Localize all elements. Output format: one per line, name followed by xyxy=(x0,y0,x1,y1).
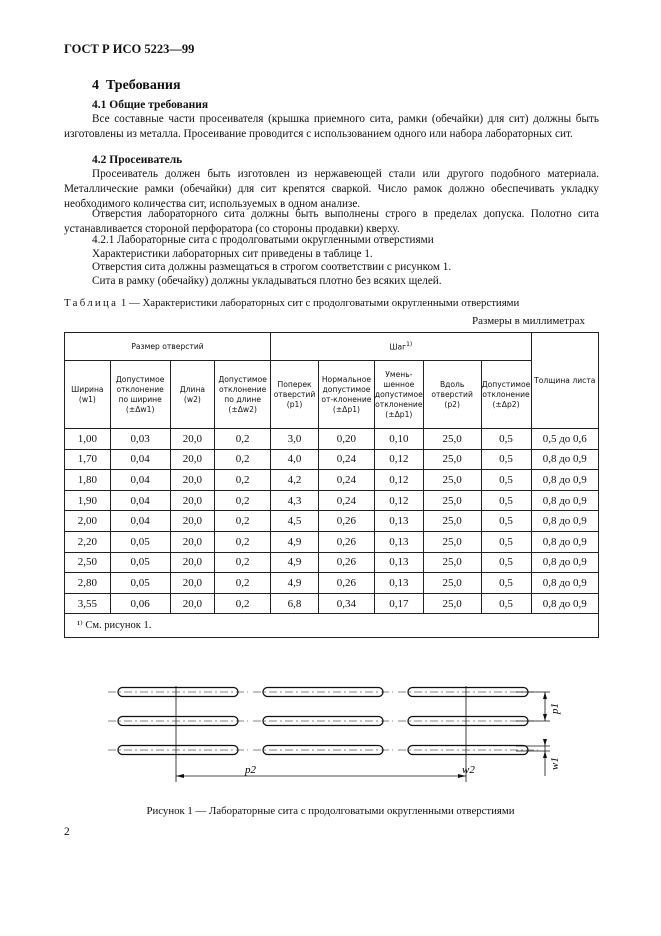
table-cell: 0,5 xyxy=(481,573,531,594)
paragraph-4-2-5: Отверстия сита должны размещаться в строгом соответствии с рисунком 1. xyxy=(92,261,452,273)
table-cell: 0,2 xyxy=(215,531,271,552)
section-heading xyxy=(92,78,181,94)
table-cell: 20,0 xyxy=(170,552,215,573)
table-cell: 0,17 xyxy=(374,593,423,614)
table-cell: 0,8 до 0,9 xyxy=(531,470,599,491)
table-cell: 20,0 xyxy=(170,573,215,594)
table-cell: 0,34 xyxy=(318,593,374,614)
table-body xyxy=(65,429,599,614)
col-header-reduced-tolerance: Умень-шенное допустимое отклонение (±Δp1) xyxy=(374,361,423,429)
table-cell: 0,26 xyxy=(318,531,374,552)
table-footnote: ¹⁾ См. рисунок 1. xyxy=(65,614,599,638)
table-cell: 4,2 xyxy=(271,470,319,491)
table-cell: 0,24 xyxy=(318,470,374,491)
table-cell: 1,70 xyxy=(65,449,111,470)
characteristics-table xyxy=(64,332,599,638)
table-cell: 25,0 xyxy=(423,552,481,573)
table-cell: 0,05 xyxy=(110,552,170,573)
paragraph-4-2-2: Отверстия лабораторного сита должны быть выполнены строго в пределах допуска. Полотно сита устанавливается стороной перфоратора (со стороны продавки) кверху. xyxy=(64,208,599,235)
label-w2: w2 xyxy=(462,764,475,776)
table-cell: 0,5 xyxy=(481,429,531,450)
table-cell: 25,0 xyxy=(423,593,481,614)
table-cell: 20,0 xyxy=(170,429,215,450)
figure-slotted-openings xyxy=(100,680,570,792)
figure-caption: Рисунок 1 — Лабораторные сита с продолговатыми округленными отверстиями xyxy=(146,805,515,817)
table-cell: 0,06 xyxy=(110,593,170,614)
subsection-heading-4-2: 4.2 Просеиватель xyxy=(92,154,183,166)
table-cell: 0,05 xyxy=(110,531,170,552)
table-cell: 0,26 xyxy=(318,552,374,573)
table-cell: 25,0 xyxy=(423,449,481,470)
label-w1: w1 xyxy=(549,757,561,770)
table-cell: 0,10 xyxy=(374,429,423,450)
table-cell: 0,5 до 0,6 xyxy=(531,429,599,450)
table-cell: 0,2 xyxy=(215,429,271,450)
table-cell: 25,0 xyxy=(423,470,481,491)
table-units-note: Размеры в миллиметрах xyxy=(472,315,585,327)
col-header-pitch-across: Поперек отверстий (p1) xyxy=(271,361,319,429)
table-cell: 0,2 xyxy=(215,593,271,614)
table-cell: 0,8 до 0,9 xyxy=(531,449,599,470)
subsection-heading-4-1: 4.1 Общие требования xyxy=(92,99,209,111)
table-cell: 0,05 xyxy=(110,573,170,594)
table-cell: 20,0 xyxy=(170,511,215,532)
table-cell: 0,04 xyxy=(110,490,170,511)
table-cell: 0,5 xyxy=(481,552,531,573)
col-header-length-tolerance: Допустимое отклонение по длине (±Δw2) xyxy=(215,361,271,429)
table-cell: 0,5 xyxy=(481,593,531,614)
table-cell: 0,8 до 0,9 xyxy=(531,593,599,614)
table-cell: 20,0 xyxy=(170,531,215,552)
table-row xyxy=(65,470,599,491)
table-cell: 0,5 xyxy=(481,511,531,532)
column-header-row xyxy=(65,361,599,429)
table-cell: 0,12 xyxy=(374,470,423,491)
table-cell: 0,12 xyxy=(374,490,423,511)
table-cell: 0,26 xyxy=(318,573,374,594)
col-header-width-tolerance: Допустимое отклонение по ширине (±Δw1) xyxy=(110,361,170,429)
table-cell: 0,24 xyxy=(318,449,374,470)
table-cell: 0,13 xyxy=(374,552,423,573)
paragraph-4-2-3: 4.2.1 Лабораторные сита с продолговатыми округленными отверстиями xyxy=(92,234,434,246)
label-p2-left: p2 xyxy=(245,764,256,776)
group-header-opening-size: Размер отверстий xyxy=(65,333,271,361)
table-cell: 0,04 xyxy=(110,470,170,491)
table-row xyxy=(65,429,599,450)
page-number: 2 xyxy=(64,826,70,838)
table-row xyxy=(65,490,599,511)
table-cell: 0,8 до 0,9 xyxy=(531,490,599,511)
paragraph-4-2-1: Просеиватель должен быть изготовлен из нержавеющей стали или другого подобного материала. Металлические рамки (обечайки) для сит крепятся сваркой. Число рамок должно обеспечивать укладку необходимого количества сит, используемых в одном анализе. xyxy=(64,168,599,210)
col-header-pitch-along: Вдоль отверстий (p2) xyxy=(423,361,481,429)
table-cell: 20,0 xyxy=(170,490,215,511)
table-cell: 4,0 xyxy=(271,449,319,470)
col-header-width: Ширина (w1) xyxy=(65,361,111,429)
table-cell: 25,0 xyxy=(423,429,481,450)
table-cell: 4,5 xyxy=(271,511,319,532)
table-cell: 2,50 xyxy=(65,552,111,573)
table-row xyxy=(65,593,599,614)
table-cell: 0,20 xyxy=(318,429,374,450)
table-cell: 0,2 xyxy=(215,511,271,532)
table-cell: 0,13 xyxy=(374,511,423,532)
table-cell: 0,2 xyxy=(215,552,271,573)
table-cell: 6,8 xyxy=(271,593,319,614)
paragraph-4-2-6: Сита в рамку (обечайку) должны укладываться плотно без всяких щелей. xyxy=(92,275,442,287)
group-header-pitch xyxy=(271,333,531,361)
table-caption xyxy=(64,297,519,309)
table-row xyxy=(65,511,599,532)
table-cell: 2,20 xyxy=(65,531,111,552)
table-cell: 25,0 xyxy=(423,531,481,552)
table-cell: 0,2 xyxy=(215,470,271,491)
section-title: Требования xyxy=(106,78,181,93)
table-row xyxy=(65,531,599,552)
table-cell: 4,9 xyxy=(271,552,319,573)
label-p1: p1 xyxy=(549,703,561,714)
table-cell: 0,03 xyxy=(110,429,170,450)
table-cell: 3,55 xyxy=(65,593,111,614)
group-header-pitch-sup: 1) xyxy=(406,341,413,349)
table-cell: 0,5 xyxy=(481,449,531,470)
table-cell: 4,3 xyxy=(271,490,319,511)
document-header: ГОСТ Р ИСО 5223—99 xyxy=(64,42,195,56)
table-cell: 0,2 xyxy=(215,490,271,511)
col-header-length: Длина (w2) xyxy=(170,361,215,429)
table-cell: 25,0 xyxy=(423,511,481,532)
table-cell: 0,26 xyxy=(318,511,374,532)
table-cell: 0,2 xyxy=(215,449,271,470)
table-cell: 0,2 xyxy=(215,573,271,594)
col-header-thickness: Толщина листа xyxy=(531,333,599,429)
table-cell: 0,04 xyxy=(110,449,170,470)
table-cell: 0,13 xyxy=(374,573,423,594)
table-cell: 25,0 xyxy=(423,573,481,594)
table-row xyxy=(65,449,599,470)
table-cell: 3,0 xyxy=(271,429,319,450)
table-cell: 20,0 xyxy=(170,470,215,491)
table-cell: 2,80 xyxy=(65,573,111,594)
col-header-normal-tolerance: Нормальное допустимое от-клонение (±Δp1) xyxy=(318,361,374,429)
table-cell: 2,00 xyxy=(65,511,111,532)
table-label: Таблица xyxy=(64,297,119,309)
group-header-pitch-label: Шаг xyxy=(389,342,407,352)
table-cell: 0,5 xyxy=(481,490,531,511)
table-cell: 4,9 xyxy=(271,531,319,552)
table-cell: 1,00 xyxy=(65,429,111,450)
col-header-pitch-along-tolerance: Допустимое отклонение (±Δp2) xyxy=(481,361,531,429)
table-cell: 0,12 xyxy=(374,449,423,470)
table-cell: 25,0 xyxy=(423,490,481,511)
table-cell: 0,8 до 0,9 xyxy=(531,573,599,594)
table-cell: 0,8 до 0,9 xyxy=(531,511,599,532)
table-cell: 0,5 xyxy=(481,470,531,491)
table-cell: 0,5 xyxy=(481,531,531,552)
table-cell: 20,0 xyxy=(170,449,215,470)
table-cell: 0,8 до 0,9 xyxy=(531,552,599,573)
table-cell: 0,24 xyxy=(318,490,374,511)
paragraph-4-1-1: Все составные части просеивателя (крышка приемного сита, рамки (обечайки) для сит) должны быть изготовлены из металла. Просеивание проводится с использованием одного или набора лабораторных сит. xyxy=(64,113,599,140)
table-cell: 0,13 xyxy=(374,531,423,552)
table-cell: 1,80 xyxy=(65,470,111,491)
table-cell: 1,90 xyxy=(65,490,111,511)
table-caption-text: 1 — Характеристики лабораторных сит с продолговатыми округленными отверстиями xyxy=(120,297,520,309)
paragraph-4-2-4: Характеристики лабораторных сит приведены в таблице 1. xyxy=(92,248,373,260)
table-cell: 0,04 xyxy=(110,511,170,532)
section-number: 4 xyxy=(92,78,99,93)
table-cell: 4,9 xyxy=(271,573,319,594)
table-cell: 20,0 xyxy=(170,593,215,614)
table-cell: 0,8 до 0,9 xyxy=(531,531,599,552)
table-row xyxy=(65,573,599,594)
table-row xyxy=(65,552,599,573)
